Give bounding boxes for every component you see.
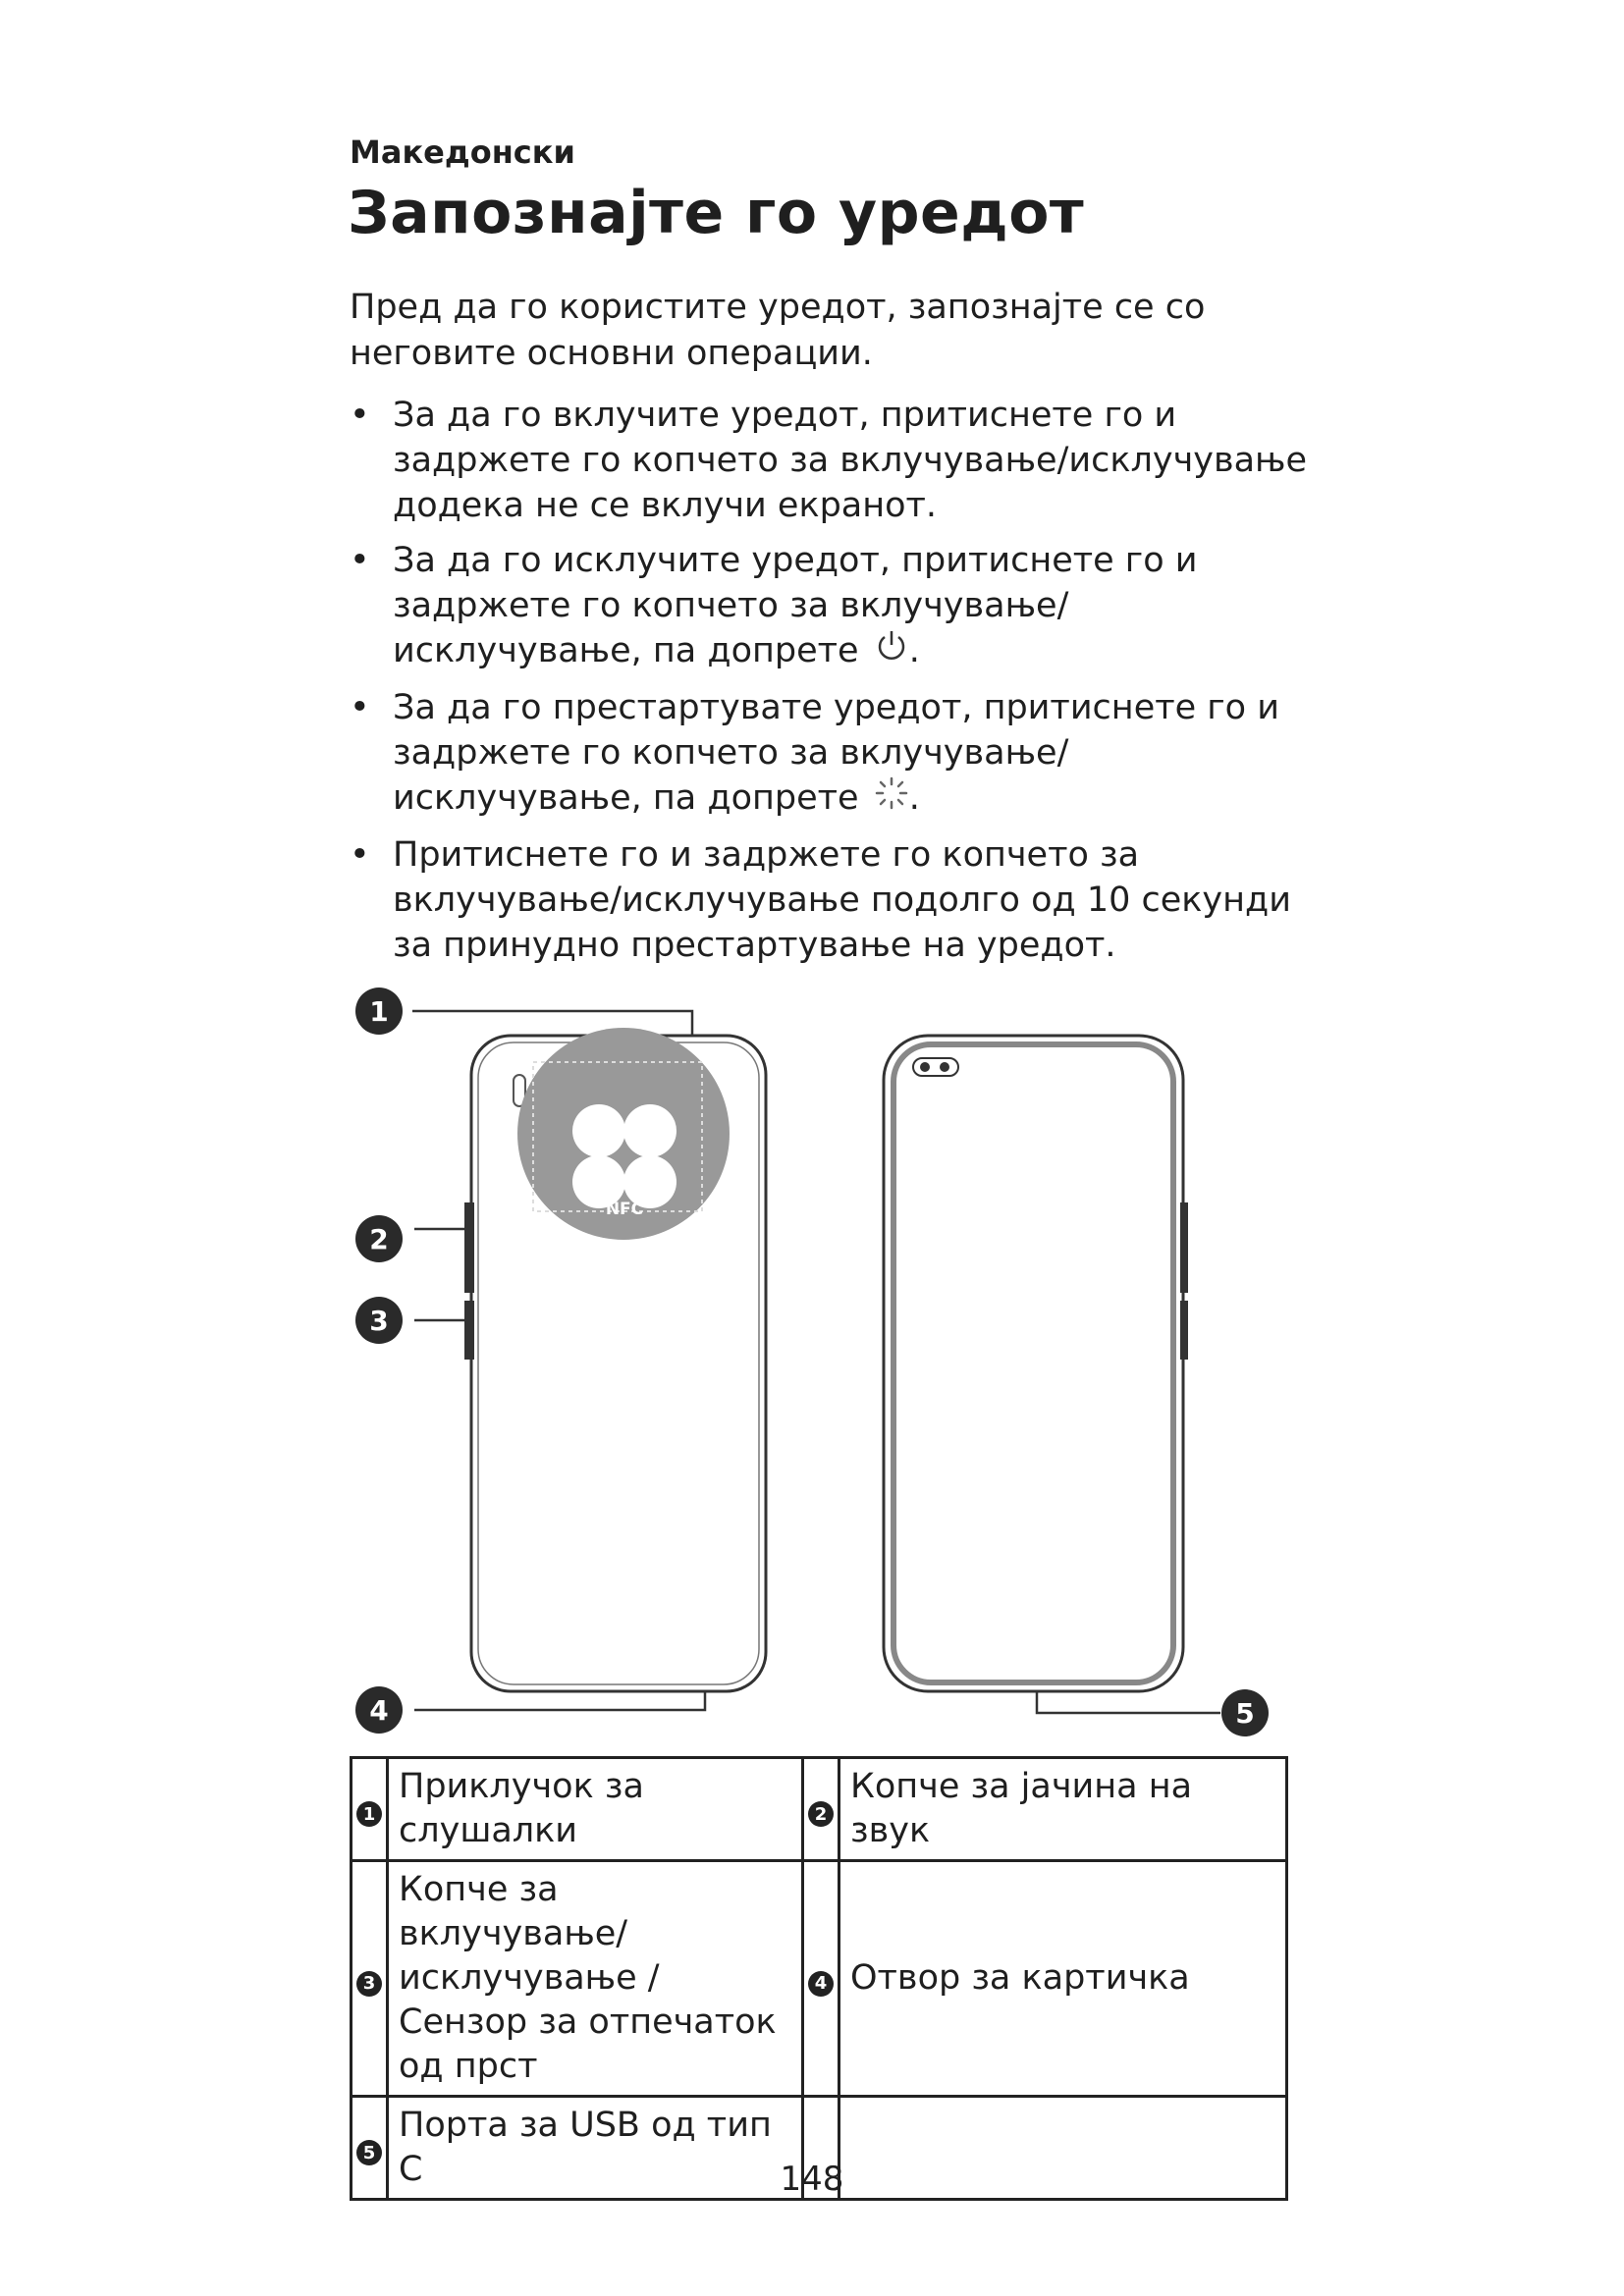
table-cell-num — [352, 1758, 388, 1861]
table-cell-label: Отвор за картичка — [839, 1861, 1287, 2097]
svg-text:1: 1 — [369, 995, 389, 1028]
instruction-list — [350, 393, 1312, 978]
table-cell-label: Копче за вклучување/ исклучување / Сензор за отпечаток од прст — [388, 1861, 803, 2097]
table-cell-label: Приклучок за слушалки — [388, 1758, 803, 1861]
callout-1 — [355, 988, 403, 1035]
nfc-label: NFC — [605, 1200, 644, 1219]
restart-icon — [874, 775, 909, 823]
callout-badge: 5 — [356, 2140, 382, 2165]
power-icon — [874, 628, 909, 675]
svg-text:5: 5 — [1235, 1697, 1255, 1730]
front-camera-icon — [913, 1058, 958, 1076]
callout-badge: 1 — [356, 1801, 382, 1827]
table-cell-label: Копче за јачина на звук — [839, 1758, 1287, 1861]
list-item-suffix: . — [908, 778, 920, 818]
bullet-icon: • — [350, 688, 370, 727]
callout-badge: 3 — [356, 1971, 382, 1997]
phone-front — [884, 1036, 1183, 1691]
list-item-text: За да го исклучите уредот, притиснете го и задржете го копчето за вклучување/исклучување, па допрете — [393, 541, 1198, 670]
svg-text:2: 2 — [369, 1223, 389, 1255]
callout-badge: 2 — [808, 1801, 834, 1827]
table-row — [352, 1758, 1287, 1861]
list-item-text: За да го вклучите уредот, притиснете го и задржете го копчето за вклучување/исклучување додека не се вклучи екранот. — [393, 396, 1308, 525]
callout-4 — [355, 1686, 403, 1734]
table-cell-num — [803, 1758, 839, 1861]
volume-button — [464, 1202, 474, 1293]
front-volume-button — [1180, 1202, 1188, 1293]
list-item-text: За да го престартувате уредот, притиснете го и задржете го копчето за вклучување/исклучување, па допрете — [393, 688, 1279, 818]
bullet-icon: • — [350, 835, 370, 875]
table-cell-label: Порта за USB од тип C — [388, 2097, 803, 2200]
table-cell-num — [803, 1861, 839, 2097]
intro-paragraph: Пред да го користите уредот, запознајте се со неговите основни операции. — [350, 288, 1206, 373]
language-label: Македонски — [350, 133, 575, 171]
bullet-icon: • — [350, 396, 370, 435]
page-title: Запознајте го уредот — [348, 179, 1085, 247]
list-item — [350, 393, 1312, 528]
callout-badge: 4 — [808, 1971, 834, 1997]
legend-table — [350, 1756, 1288, 2201]
camera-module — [517, 1028, 730, 1240]
front-power-button — [1180, 1301, 1188, 1360]
svg-text:3: 3 — [369, 1305, 389, 1337]
device-diagram — [334, 982, 1296, 1747]
list-item-suffix: . — [908, 631, 920, 670]
callout-5 — [1221, 1689, 1269, 1736]
svg-text:4: 4 — [369, 1694, 389, 1727]
callout-3 — [355, 1297, 403, 1344]
page-number: 148 — [780, 2160, 844, 2199]
table-row — [352, 1861, 1287, 2097]
list-item-text: Притиснете го и задржете го копчето за вклучување/исклучување подолго од 10 секунди за принудно престартување на уредот. — [393, 835, 1291, 965]
list-item — [350, 832, 1312, 968]
callout-2 — [355, 1215, 403, 1262]
power-button — [464, 1301, 474, 1360]
table-cell-num — [352, 1861, 388, 2097]
bullet-icon: • — [350, 541, 370, 580]
list-item — [350, 685, 1312, 823]
list-item — [350, 538, 1312, 675]
